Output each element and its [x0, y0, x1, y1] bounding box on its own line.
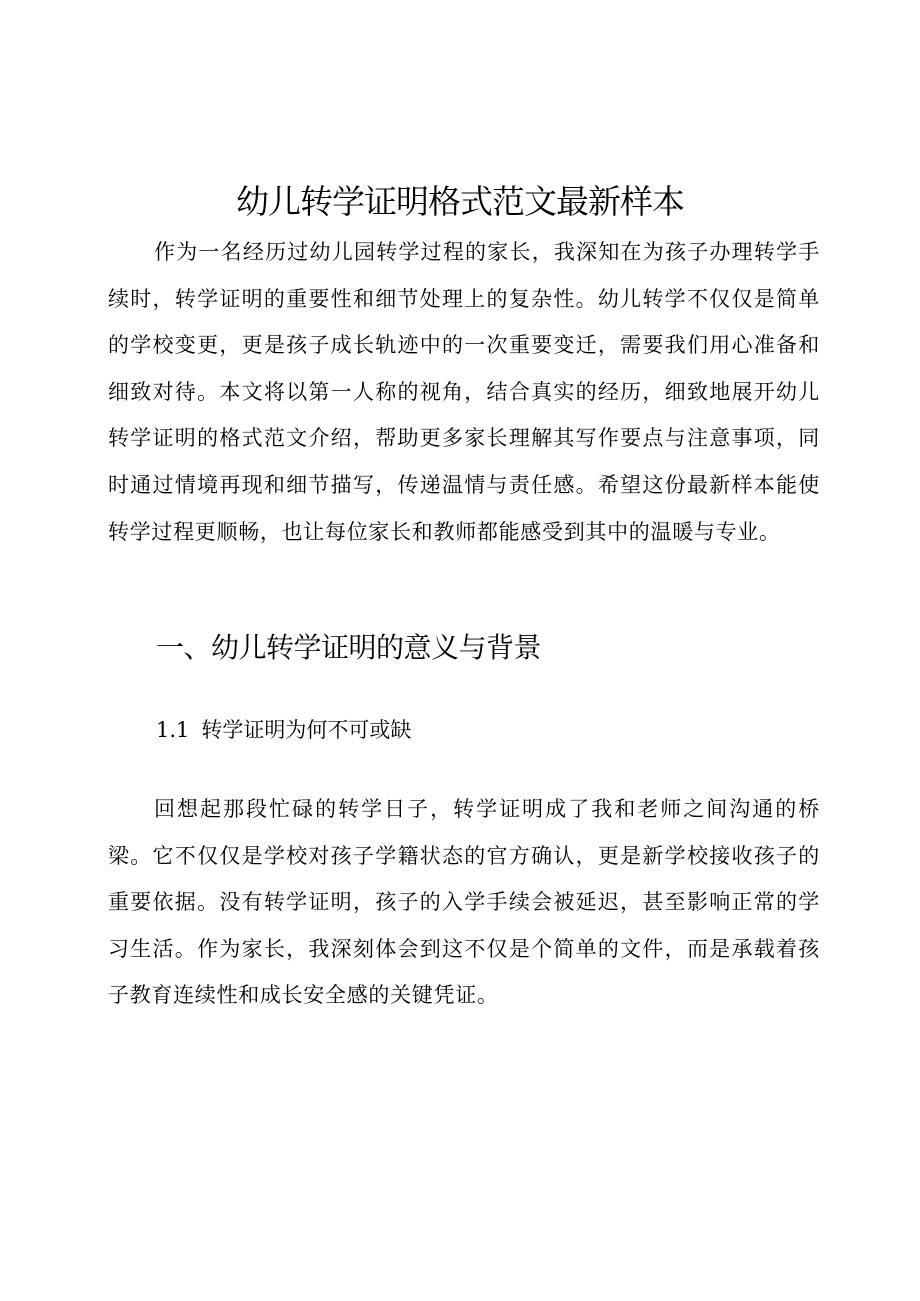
document-title: 幼儿转学证明格式范文最新样本: [236, 182, 684, 221]
intro-paragraph: 作为一名经历过幼儿园转学过程的家长，我深知在为孩子办理转学手续时，转学证明的重要性和细节处理上的复杂性。幼儿转学不仅仅是简单的学校变更，更是孩子成长轨迹中的一次重要变迁，需要我们用心准备和细致对待。本文将以第一人称的视角，结合真实的经历，细致地展开幼儿转学证明的格式范文介绍，帮助更多家长理解其写作要点与注意事项，同时通过情境再现和细节描写，传递温情与责任感。希望这份最新样本能使转学过程更顺畅，也让每位家长和教师都能感受到其中的温暖与专业。: [108, 240, 820, 544]
subsection-heading: [156, 713, 411, 747]
subsection-number: 1.1: [156, 718, 190, 742]
subsection-body-paragraph: 回想起那段忙碌的转学日子，转学证明成了我和老师之间沟通的桥梁。它不仅仅是学校对孩子学籍状态的官方确认，更是新学校接收孩子的重要依据。没有转学证明，孩子的入学手续会被延迟，甚至影响正常的学习生活。作为家长，我深刻体会到这不仅是个简单的文件，而是承载着孩子教育连续性和成长安全感的关键凭证。: [108, 797, 820, 1008]
section-heading: 一、幼儿转学证明的意义与背景: [156, 631, 542, 664]
subsection-title: 转学证明为何不可或缺: [201, 718, 412, 742]
